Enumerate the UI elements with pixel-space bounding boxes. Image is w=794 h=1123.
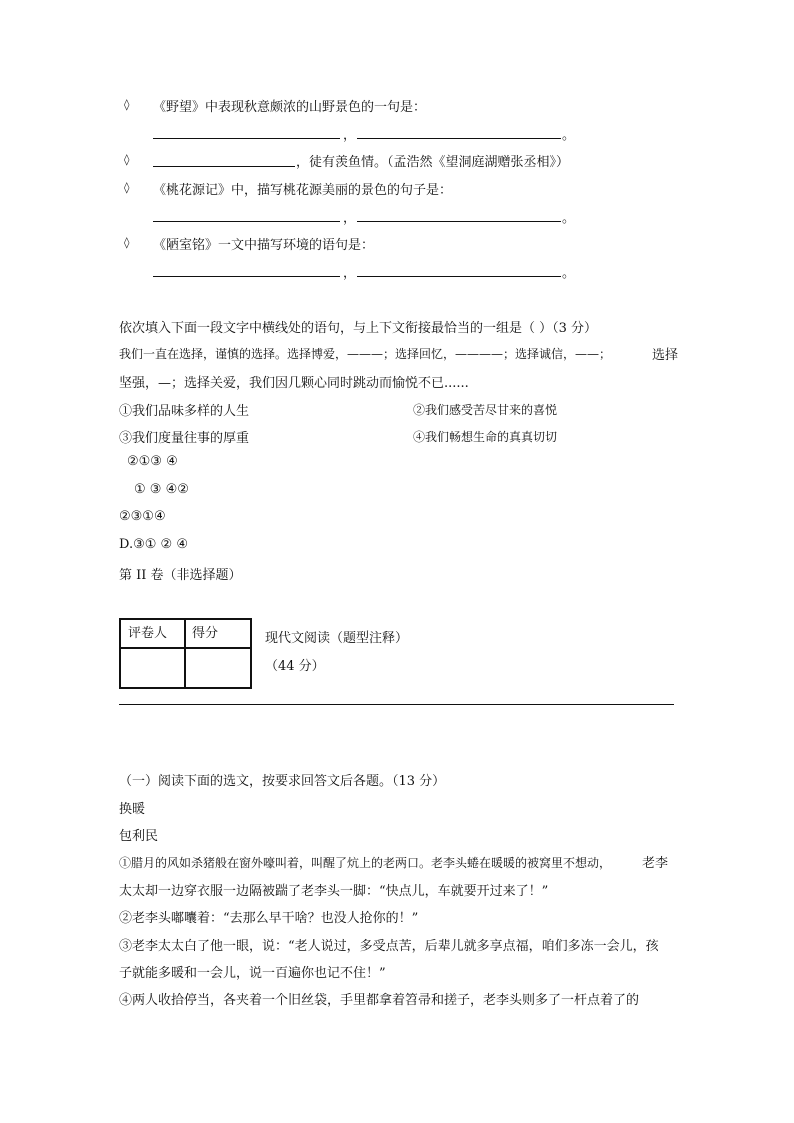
article-author: 包利民 — [119, 829, 159, 844]
paragraph-1-line-1: ①腊月的风如杀猪般在窗外嚎叫着，叫醒了炕上的老两口。老李头蜷在暖暖的被窝里不想动， — [119, 856, 612, 870]
choice-a: ②①③ ④ — [127, 454, 178, 469]
blank-3a — [153, 221, 340, 222]
paragraph-3-line-1: ③老李太太白了他一眼，说：“老人说过，多受点苦，后辈儿就多享点福，咱们多冻一会儿，孩 — [119, 939, 659, 954]
blank-4a — [153, 276, 340, 277]
paragraph-1-line-2: 太太却一边穿衣服一边隔被踹了老李头一脚：“快点儿，车就要开过来了！” — [119, 884, 549, 899]
end-1: 。 — [562, 128, 576, 143]
part1-heading: （一）阅读下面的选文，按要求回答文后各题。（13 分） — [119, 774, 446, 789]
bullet-2: ◊ — [124, 153, 130, 166]
blank-1a — [153, 138, 340, 139]
bullet-4: ◊ — [124, 236, 130, 249]
bullet-1: ◊ — [124, 98, 130, 111]
blank-2 — [153, 166, 295, 167]
blank-3b — [357, 221, 561, 222]
score-table-col1: 评卷人 — [128, 626, 168, 641]
end-3: 。 — [562, 211, 576, 226]
article-title: 换暖 — [119, 802, 146, 817]
score-table-col2: 得分 — [192, 626, 219, 641]
paragraph-2: ②老李头嘟囔着：“去那么早干啥？也没人抢你的！” — [119, 911, 419, 926]
paragraph-4-line-1: ④两人收拾停当，各夹着一个旧丝袋，手里都拿着笤帚和搓子，老李头则多了一杆点着了的 — [119, 993, 640, 1008]
reading-title: 现代文阅读（题型注释） — [265, 631, 409, 646]
end-4: 。 — [562, 266, 576, 281]
blank-4b — [357, 276, 561, 277]
reading-points: （44 分） — [265, 659, 325, 674]
paragraph-3-line-2: 子就能多暖和一会儿，说一百遍你也记不住！” — [119, 966, 386, 981]
blank-1b — [357, 138, 561, 139]
choice-d: D.③① ② ④ — [119, 537, 188, 552]
fill-prompt-1: 《野望》中表现秋意颇浓的山野景色的一句是： — [153, 100, 427, 115]
passage-line-1: 我们一直在选择，谨慎的选择。选择博爱，———；选择回忆，————；选择诚信，——； — [119, 347, 612, 361]
score-table-divider-h — [119, 647, 250, 649]
fill-prompt-3: 《桃花源记》中，描写桃花源美丽的景色的句子是： — [153, 183, 453, 198]
question-stem: 依次填入下面一段文字中横线处的语句，与上下文衔接最恰当的一组是（ ）（3 分） — [119, 321, 598, 336]
option-4: ④我们畅想生命的真真切切 — [413, 430, 558, 444]
passage-line-2: 坚强，—；选择关爱，我们因几颗心同时跳动而愉悦不已...... — [119, 376, 469, 391]
sep-3: ， — [343, 211, 357, 226]
bullet-3: ◊ — [124, 181, 130, 194]
section-divider — [119, 704, 674, 705]
paragraph-1-tail: 老李 — [642, 856, 669, 871]
section-2-title: 第 II 卷（非选择题） — [119, 568, 242, 583]
option-2: ②我们感受苦尽甘来的喜悦 — [413, 403, 558, 417]
option-3: ③我们度量往事的厚重 — [119, 431, 250, 446]
sep-4: ， — [343, 266, 357, 281]
choice-c: ②③①④ — [119, 509, 166, 524]
sep-1: ， — [343, 128, 357, 143]
passage-line-1-tail: 选择 — [652, 348, 679, 363]
fill-suffix-2: ，徒有羡鱼情。（孟浩然《望洞庭湖赠张丞相》） — [296, 155, 570, 170]
fill-prompt-4: 《陋室铭》一文中描写环境的语句是： — [153, 238, 375, 253]
score-table-divider-v — [184, 618, 186, 687]
option-1: ①我们品味多样的人生 — [119, 404, 250, 419]
choice-b: ① ③ ④② — [134, 482, 189, 497]
